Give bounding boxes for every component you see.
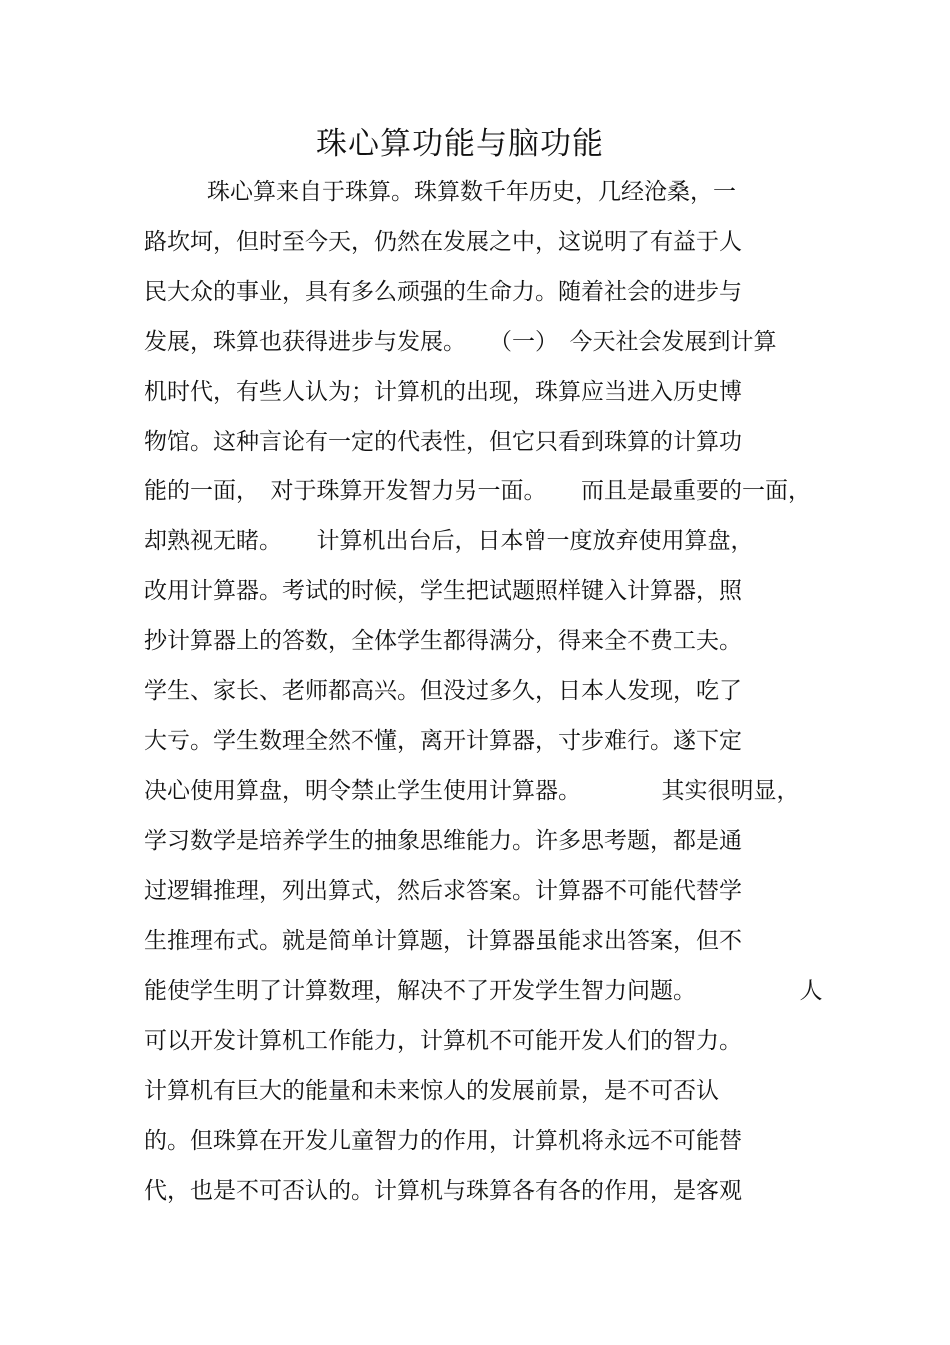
paragraph-line: 计算机有巨大的能量和未来惊人的发展前景，是不可否认 bbox=[144, 1078, 719, 1104]
paragraph-line: 能使学生明了计算数理，解决不了开发学生智力问题。 人 bbox=[144, 978, 823, 1004]
paragraph-line: 抄计算器上的答数，全体学生都得满分，得来全不费工夫。 bbox=[144, 628, 742, 654]
paragraph-line: 学生、家长、老师都高兴。但没过多久，日本人发现，吃了 bbox=[144, 678, 742, 704]
paragraph-line: 生推理布式。就是简单计算题，计算器虽能求出答案，但不 bbox=[144, 928, 742, 954]
paragraph-line: 可以开发计算机工作能力，计算机不可能开发人们的智力。 bbox=[144, 1028, 742, 1054]
paragraph-line: 物馆。这种言论有一定的代表性，但它只看到珠算的计算功 bbox=[144, 429, 742, 455]
paragraph-line: 发展，珠算也获得进步与发展。 （一） 今天社会发展到计算 bbox=[144, 329, 777, 355]
paragraph-line: 改用计算器。考试的时候，学生把试题照样键入计算器，照 bbox=[144, 578, 742, 604]
paragraph-line: 珠心算来自于珠算。珠算数千年历史，几经沧桑，一 bbox=[207, 179, 736, 205]
paragraph-line: 的。但珠算在开发儿童智力的作用，计算机将永远不可能替 bbox=[144, 1128, 742, 1154]
paragraph-line: 学习数学是培养学生的抽象思维能力。许多思考题，都是通 bbox=[144, 828, 742, 854]
paragraph-line: 大亏。学生数理全然不懂，离开计算器，寸步难行。遂下定 bbox=[144, 728, 742, 754]
paragraph-line: 路坎坷，但时至今天，仍然在发展之中，这说明了有益于人 bbox=[144, 229, 742, 255]
paragraph-line: 民大众的事业，具有多么顽强的生命力。随着社会的进步与 bbox=[144, 279, 742, 305]
paragraph-line: 机时代，有些人认为；计算机的出现，珠算应当进入历史博 bbox=[144, 379, 742, 405]
paragraph-line: 决心使用算盘，明令禁止学生使用计算器。 其实很明显， bbox=[144, 778, 800, 804]
paragraph-line: 代，也是不可否认的。计算机与珠算各有各的作用，是客观 bbox=[144, 1178, 742, 1204]
document-title: 珠心算功能与脑功能 bbox=[316, 126, 604, 162]
paragraph-line: 能的一面， 对于珠算开发智力另一面。 而且是最重要的一面， bbox=[144, 478, 811, 504]
paragraph-line: 却熟视无睹。 计算机出台后，日本曾一度放弃使用算盘， bbox=[144, 528, 754, 554]
paragraph-line: 过逻辑推理，列出算式，然后求答案。计算器不可能代替学 bbox=[144, 878, 742, 904]
